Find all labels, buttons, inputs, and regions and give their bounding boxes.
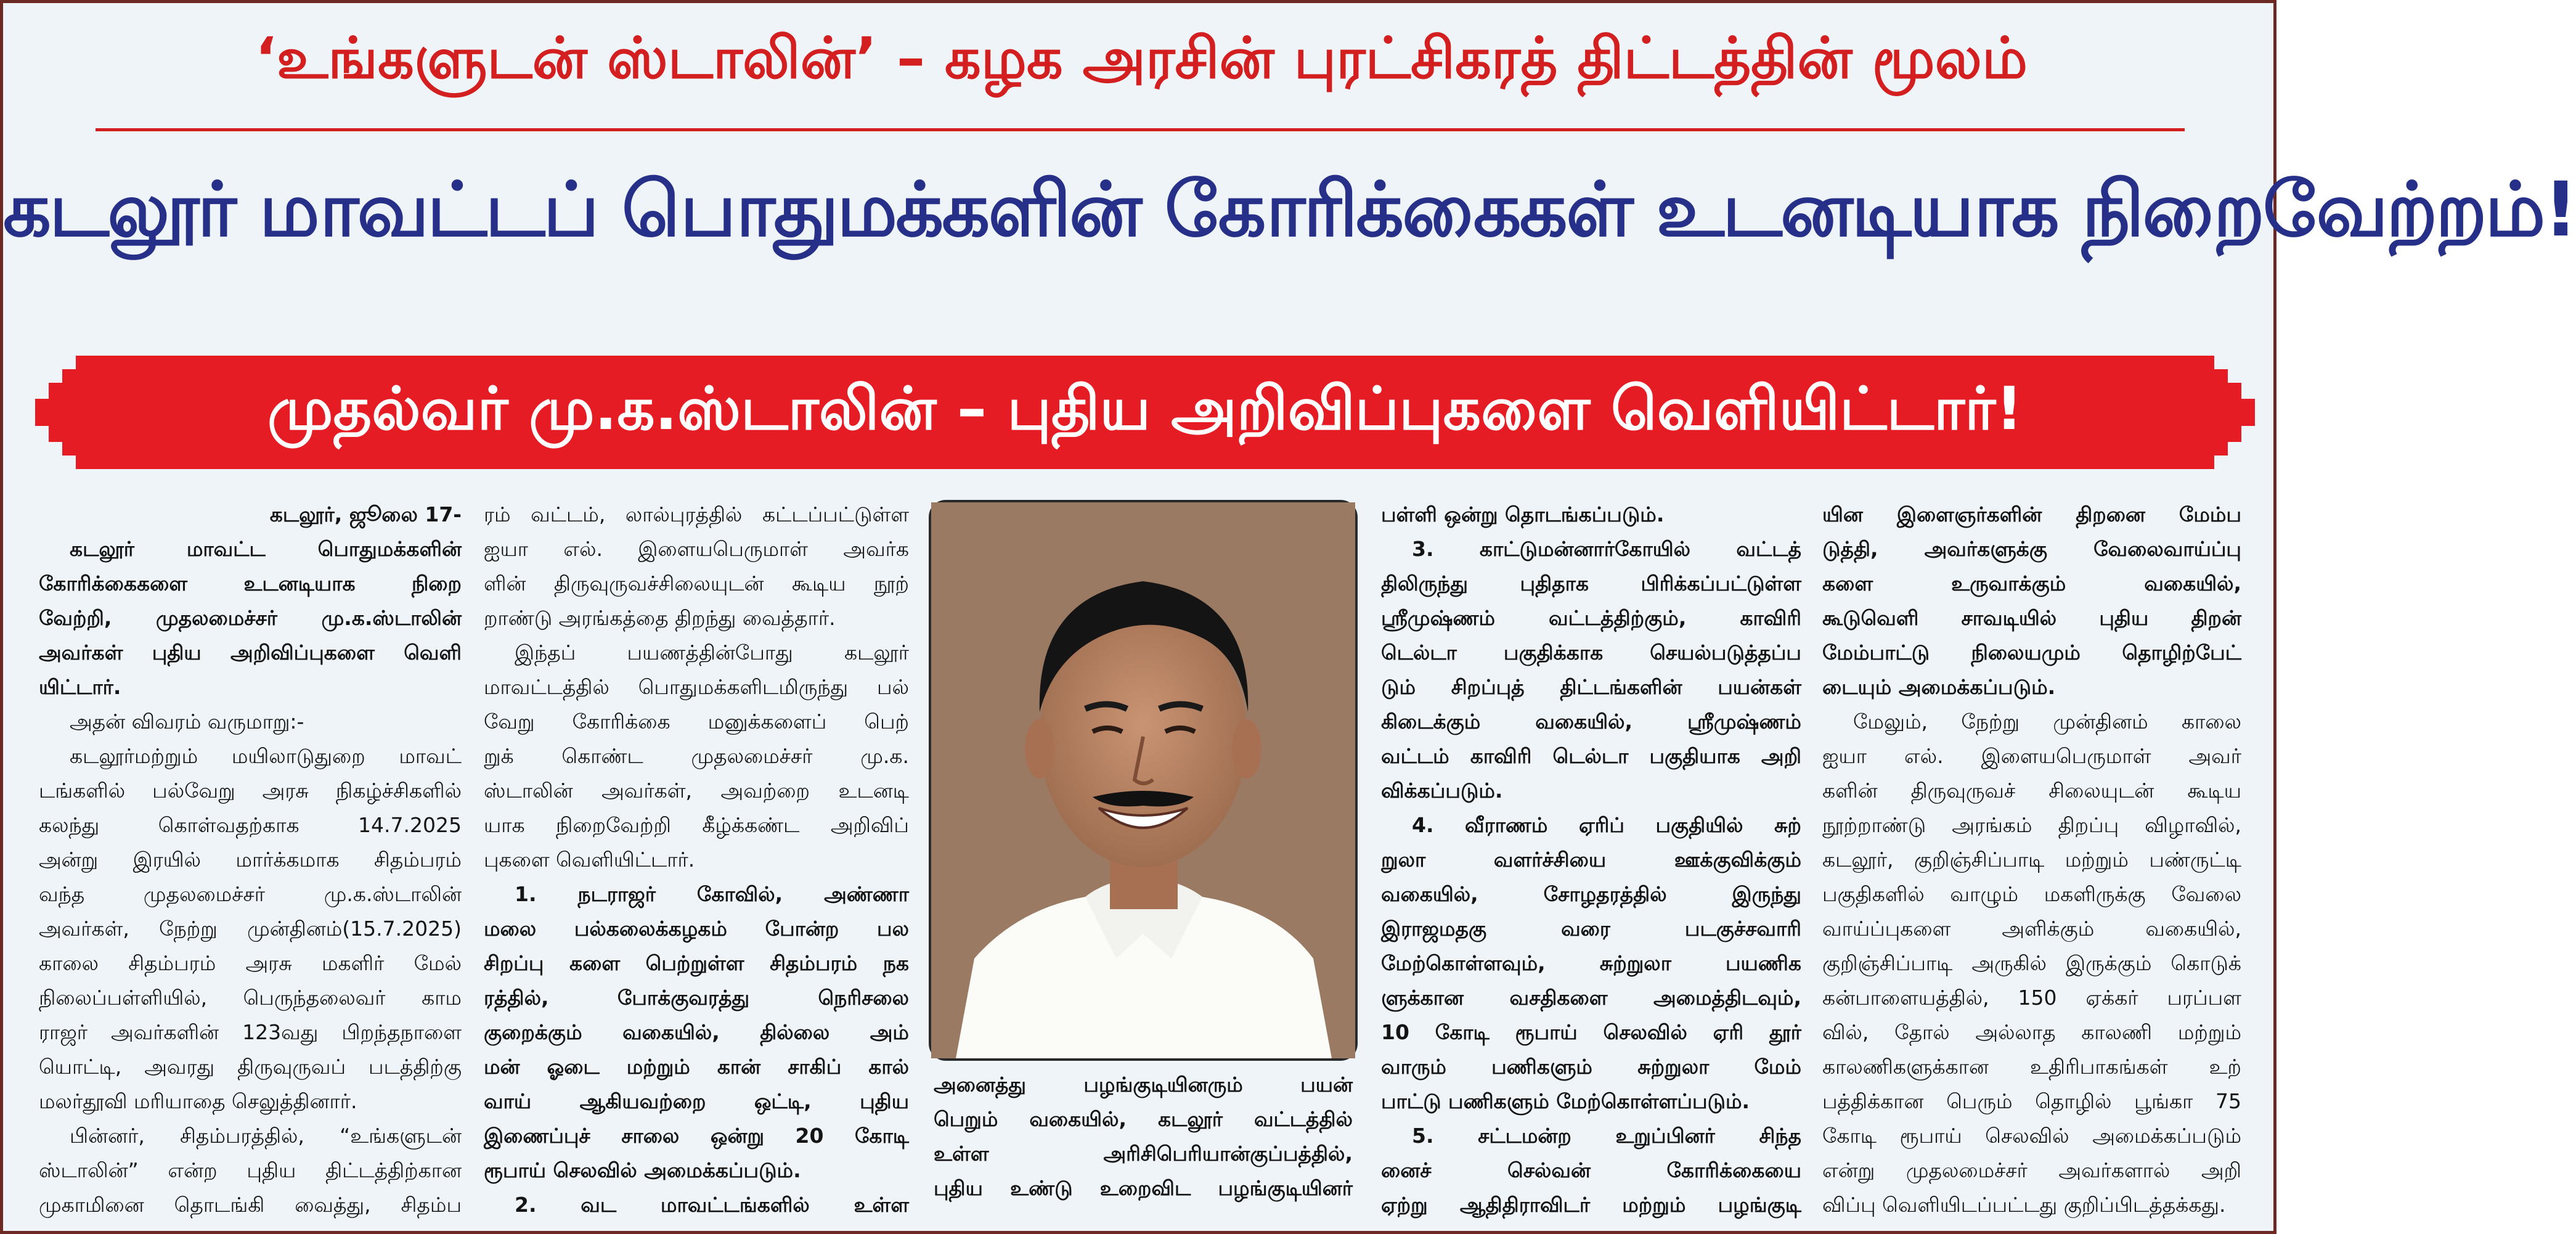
article-line: டுத்தி, அவர்களுக்கு வேலைவாய்ப்பு xyxy=(1822,537,2241,561)
article-line: 10 கோடி ரூபாய் செலவில் ஏரி தூர் xyxy=(1381,1020,1801,1044)
article-line: குறிஞ்சிப்பாடி அருகில் இருக்கும் கொடுக் xyxy=(1822,951,2241,975)
article-line: திலிருந்து புதிதாக பிரிக்கப்பட்டுள்ள xyxy=(1381,571,1801,595)
article-line: டையும் அமைக்கப்படும். xyxy=(1822,675,2056,699)
kicker-heading: ‘உங்களுடன் ஸ்டாலின்’ – கழக அரசின் புரட்சிகரத் திட்டத்தின் மூலம் xyxy=(255,25,2028,91)
article-line: ராஜர் அவர்களின் 123வது பிறந்தநாளை xyxy=(39,1020,462,1044)
banner-step-right-2 xyxy=(2228,383,2241,442)
article-line: அன்று இரயில் மார்க்கமாக சிதம்பரம் xyxy=(39,848,462,872)
article-line: ஸ்டாலின் அவர்கள், அவற்றை உடனடி xyxy=(484,778,909,803)
article-line: இந்தப் பயணத்தின்போது கடலூர் xyxy=(515,640,909,664)
article-line: மேற்கொள்ளவும், சுற்றுலா பயணிக xyxy=(1381,951,1801,975)
article-line: மேலும், நேற்று முன்தினம் காலை xyxy=(1853,709,2241,733)
article-line: மலர்தூவி மரியாதை செலுத்தினார். xyxy=(39,1089,357,1113)
article-column-4 xyxy=(1822,497,2241,1222)
article-line: ஸ்டாலின்” என்ற புதிய திட்டத்திற்கான xyxy=(39,1158,462,1182)
article-line: டெல்டா பகுதிக்காக செயல்படுத்தப்ப xyxy=(1381,640,1801,664)
article-line: ரூபாய் செலவில் அமைக்கப்படும். xyxy=(484,1158,801,1182)
article-line: இராஜமதகு வரை படகுச்சவாரி xyxy=(1381,917,1801,941)
article-line: புதிய உண்டு உறைவிட பழங்குடியினர் xyxy=(934,1176,1353,1200)
article-line: கடலூர், குறிஞ்சிப்பாடி மற்றும் பண்ருட்டி xyxy=(1822,848,2241,872)
article-line: 3. காட்டுமன்னார்கோயில் வட்டத் xyxy=(1412,537,1801,561)
article-line: கடலூர்மற்றும் மயிலாடுதுறை மாவட் xyxy=(70,744,462,768)
article-line: ஐயா எல். இளையபெருமாள் அவர்க xyxy=(484,537,909,561)
article-line: கோடி ரூபாய் செலவில் அமைக்கப்படும் xyxy=(1822,1124,2241,1148)
banner-text: முதல்வர் மு.க.ஸ்டாலின் – புதிய அறிவிப்புகளை வெளியிட்டார்! xyxy=(267,374,2023,443)
banner-step-left-2 xyxy=(49,383,62,442)
article-line: மாவட்டத்தில் பொதுமக்களிடமிருந்து பல் xyxy=(484,675,909,699)
article-line: வாய்ப்புகளை அளிக்கும் வகையில், xyxy=(1822,917,2241,941)
article-line: கோரிக்கைகளை உடனடியாக நிறை xyxy=(39,571,462,595)
main-headline: கடலூர் மாவட்டப் பொதுமக்களின் கோரிக்கைகள் உடனடியாக நிறைவேற்றம்! xyxy=(3,166,2576,253)
article-line: டங்களில் பல்வேறு அரசு நிகழ்ச்சிகளில் xyxy=(39,778,462,803)
article-line: யின இளைஞர்களின் திறனை மேம்ப xyxy=(1822,502,2241,526)
article-line: அதன் விவரம் வருமாறு:- xyxy=(70,709,304,733)
article-line: வேற்றி, முதலமைச்சர் மு.க.ஸ்டாலின் xyxy=(39,606,462,630)
article-line: பகுதிகளில் வாழும் மகளிருக்கு வேலை xyxy=(1822,882,2241,906)
article-column-1 xyxy=(39,497,462,1222)
article-line: விப்பு வெளியிடப்பட்டது குறிப்பிடத்தக்கது. xyxy=(1822,1193,2226,1217)
article-line: பத்திக்கான பெரும் தொழில் பூங்கா 75 xyxy=(1822,1089,2241,1113)
article-line: மேம்பாட்டு நிலையமும் தொழிற்பேட் xyxy=(1822,640,2241,664)
article-line: வாரும் பணிகளும் சுற்றுலா மேம் xyxy=(1381,1055,1801,1079)
article-line: றுக் கொண்ட முதலமைச்சர் மு.க. xyxy=(484,744,909,768)
article-line: உள்ள அரிசிபெரியான்குப்பத்தில், xyxy=(934,1142,1353,1166)
article-line: ஏற்று ஆதிதிராவிடர் மற்றும் பழங்குடி xyxy=(1381,1193,1801,1217)
article-line: 4. வீராணம் ஏரிப் பகுதியில் சுற் xyxy=(1412,813,1801,837)
article-line: னைச் செல்வன் கோரிக்கையை xyxy=(1381,1158,1801,1182)
article-line: களை உருவாக்கும் வகையில், xyxy=(1822,571,2241,595)
article-line: அவர்கள், நேற்று முன்தினம்(15.7.2025) xyxy=(39,917,462,941)
heading-divider xyxy=(96,128,2185,131)
banner-step-right-3 xyxy=(2241,399,2255,426)
article-line: பெறும் வகையில், கடலூர் வட்டத்தில் xyxy=(934,1107,1353,1131)
article-line: சிறப்பு களை பெற்றுள்ள சிதம்பரம் நக xyxy=(484,951,909,975)
article-line: ஸ்ரீமுஷ்ணம் வட்டத்திற்கும், காவிரி xyxy=(1381,606,1801,630)
article-line: கடலூர் மாவட்ட பொதுமக்களின் xyxy=(70,537,462,561)
article-line: யொட்டி, அவரது திருவுருவப் படத்திற்கு xyxy=(39,1055,462,1079)
article-line: விக்கப்படும். xyxy=(1381,778,1503,803)
article-line: மலை பல்கலைக்கழகம் போன்ற பல xyxy=(484,917,909,941)
article-line: வாய் ஆகியவற்றை ஒட்டி, புதிய xyxy=(484,1089,909,1113)
article-line: 2. வட மாவட்டங்களில் உள்ள xyxy=(515,1193,909,1217)
banner-step-left-3 xyxy=(35,399,49,426)
article-line: யிட்டார். xyxy=(39,675,121,699)
article-line: கலந்து கொள்வதற்காக 14.7.2025 xyxy=(39,813,462,837)
article-line: வில், தோல் அல்லாத காலணி மற்றும் xyxy=(1822,1020,2241,1044)
article-line: றாண்டு அரங்கத்தை திறந்து வைத்தார். xyxy=(484,606,836,630)
article-line: ளுக்கான வசதிகளை அமைத்திடவும், xyxy=(1381,986,1801,1010)
photo-caption-text xyxy=(934,1068,1353,1206)
article-line: குறைக்கும் வகையில், தில்லை அம் xyxy=(484,1020,909,1044)
red-banner xyxy=(76,356,2214,469)
article-line: பாட்டு பணிகளும் மேற்கொள்ளப்படும். xyxy=(1381,1089,1750,1113)
article-line: கூடுவெளி சாவடியில் புதிய திறன் xyxy=(1822,606,2241,630)
article-line: வகையில், சோழதரத்தில் இருந்து xyxy=(1381,882,1801,906)
article-line: நிலைப்பள்ளியில், பெருந்தலைவர் காம xyxy=(39,986,462,1010)
article-line: பள்ளி ஒன்று தொடங்கப்படும். xyxy=(1381,502,1665,526)
article-line: இணைப்புச் சாலை ஒன்று 20 கோடி xyxy=(484,1124,909,1148)
article-line: நூற்றாண்டு அரங்கம் திறப்பு விழாவில், xyxy=(1822,813,2241,837)
article-line: ளின் திருவுருவச்சிலையுடன் கூடிய நூற் xyxy=(484,571,909,595)
dateline: கடலூர், ஜூலை 17- xyxy=(269,502,462,526)
article-line: கன்பாளையத்தில், 150 ஏக்கர் பரப்பள xyxy=(1822,986,2241,1010)
article-line: ரம் வட்டம், லால்புரத்தில் கட்டப்பட்டுள்ள xyxy=(484,502,909,526)
article-line: பின்னர், சிதம்பரத்தில், “உங்களுடன் xyxy=(70,1124,462,1148)
article-line: களின் திருவுருவச் சிலையுடன் கூடிய xyxy=(1822,778,2241,803)
article-line: முகாமினை தொடங்கி வைத்து, சிதம்ப xyxy=(39,1193,462,1217)
article-line: அனைத்து பழங்குடியினரும் பயன் xyxy=(934,1073,1353,1097)
article-line: 5. சட்டமன்ற உறுப்பினர் சிந்த xyxy=(1412,1124,1801,1148)
article-line: என்று முதலமைச்சர் அவர்களால் அறி xyxy=(1822,1158,2241,1182)
banner-step-right-1 xyxy=(2214,369,2228,456)
article-line: அவர்கள் புதிய அறிவிப்புகளை வெளி xyxy=(39,640,462,664)
banner-step-left-1 xyxy=(62,369,76,456)
article-line: கிடைக்கும் வகையில், ஸ்ரீமுஷ்ணம் xyxy=(1381,709,1801,733)
article-line: மன் ஓடை மற்றும் கான் சாகிப் கால் xyxy=(484,1055,909,1079)
article-line: ஐயா எல். இளையபெருமாள் அவர் xyxy=(1822,744,2241,768)
article-line: காலை சிதம்பரம் அரசு மகளிர் மேல் xyxy=(39,951,462,975)
article-line: 1. நடராஜர் கோவில், அண்ணா xyxy=(515,882,909,906)
article-column-3 xyxy=(1381,497,1801,1222)
article-line: டும் சிறப்புத் திட்டங்களின் பயன்கள் xyxy=(1381,675,1801,699)
article-line: றுலா வளர்ச்சியை ஊக்குவிக்கும் xyxy=(1381,848,1801,872)
article-line: வட்டம் காவிரி டெல்டா பகுதியாக அறி xyxy=(1381,744,1801,768)
chief-minister-photo xyxy=(929,500,1358,1061)
article-line: யாக நிறைவேற்றி கீழ்க்கண்ட அறிவிப் xyxy=(484,813,909,837)
article-line: புகளை வெளியிட்டார். xyxy=(484,848,695,872)
article-line: வந்த முதலமைச்சர் மு.க.ஸ்டாலின் xyxy=(39,882,462,906)
article-line: ரத்தில், போக்குவரத்து நெரிசலை xyxy=(484,986,909,1010)
article-line: காலணிகளுக்கான உதிரிபாகங்கள் உற் xyxy=(1822,1055,2241,1079)
portrait-illustration xyxy=(931,502,1355,1058)
article-line: வேறு கோரிக்கை மனுக்களைப் பெற் xyxy=(484,709,909,733)
article-column-2 xyxy=(484,497,909,1222)
